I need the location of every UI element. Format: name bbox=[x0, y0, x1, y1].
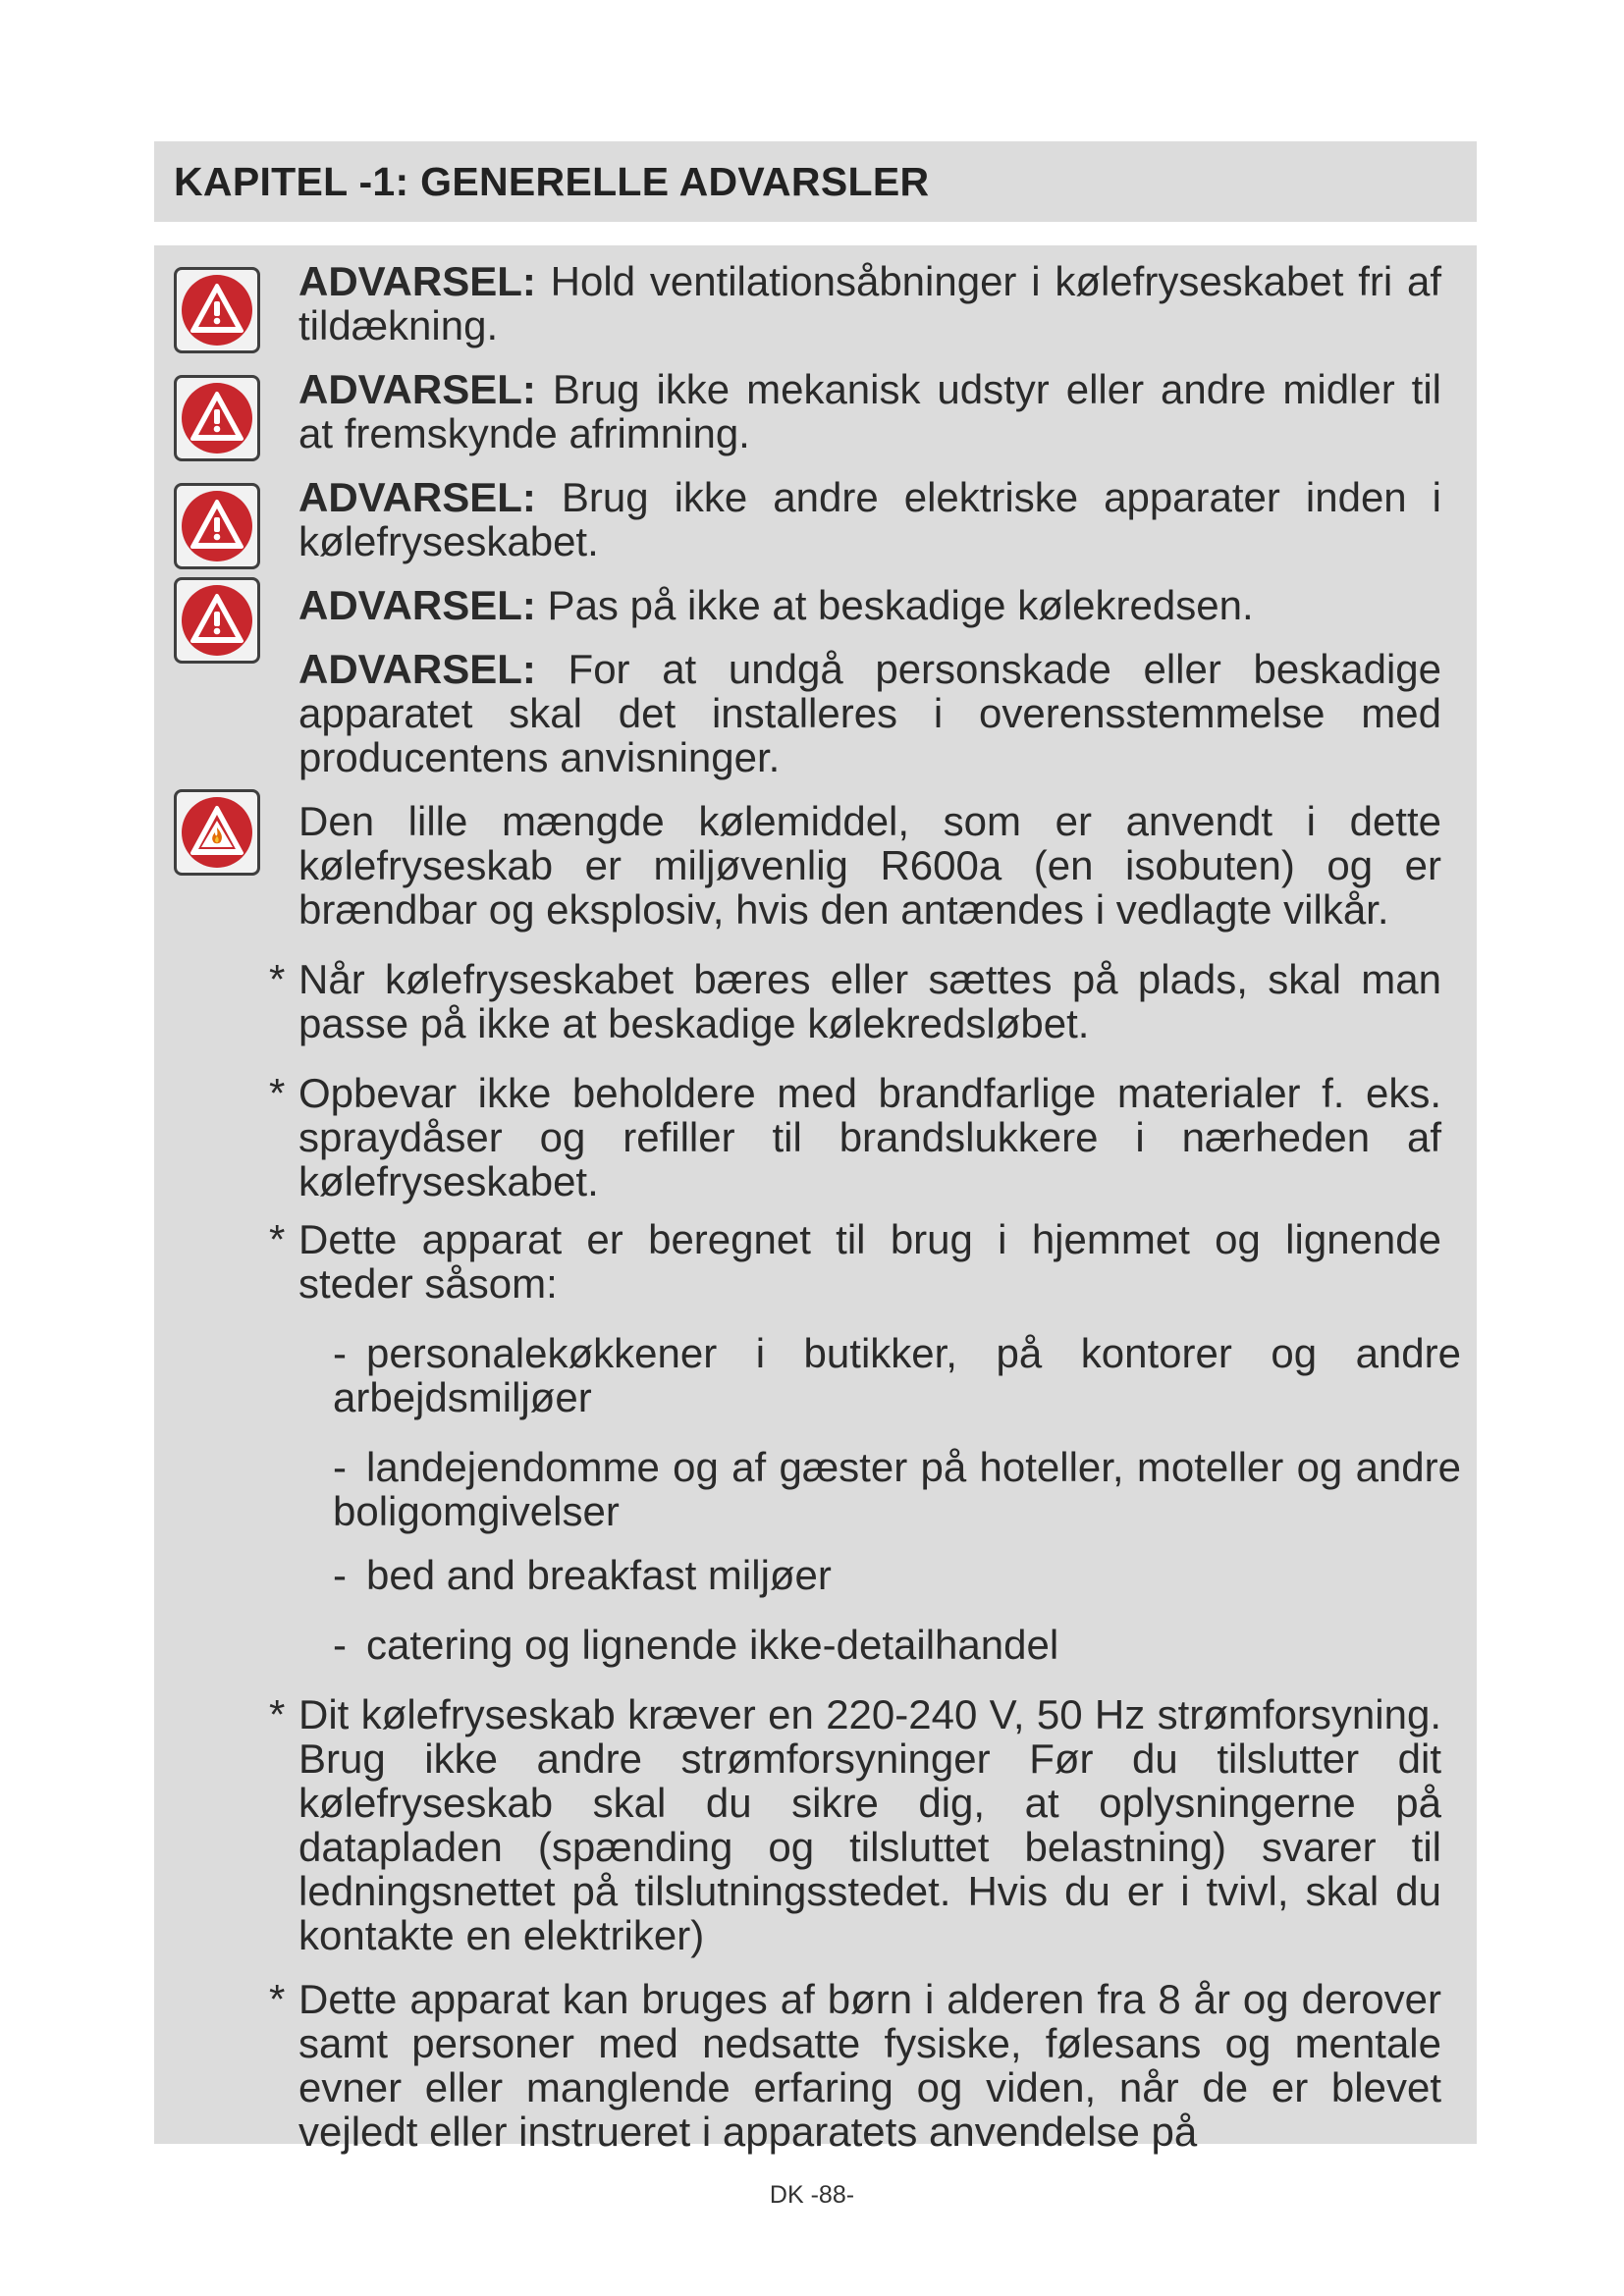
subitem-3 bbox=[333, 1553, 1461, 1597]
subitem-text: catering og lignende ikke-detailhandel bbox=[366, 1622, 1059, 1668]
page-number: DK -88- bbox=[769, 2181, 855, 2209]
bullet-2 bbox=[269, 1070, 1441, 1204]
subitem-marker: - bbox=[333, 1622, 347, 1668]
bullet-text: Opbevar ikke beholdere med brandfarlige materialer f. eks. spraydåser og refiller til brandslukkere i nærheden af kølefryseskabet. bbox=[298, 1070, 1441, 1204]
subitem-4 bbox=[333, 1623, 1461, 1667]
warnings-panel bbox=[154, 245, 1477, 2155]
warning-triangle-icon bbox=[174, 483, 260, 569]
subitem-2 bbox=[333, 1445, 1461, 1533]
bullet-text: Dette apparat er beregnet til brug i hjemmet og lignende steder såsom: bbox=[298, 1216, 1441, 1307]
subitem-marker: - bbox=[333, 1444, 347, 1490]
flammable-text: Den lille mængde kølemiddel, som er anvendt i dette kølefryseskab er miljøvenlig R600a (en isobuten) og er brændbar og eksplosiv, hvis den antændes i vedlagte vilkår. bbox=[298, 798, 1441, 933]
warning-triangle-icon bbox=[174, 267, 260, 353]
warning-5 bbox=[298, 647, 1441, 779]
warning-4 bbox=[298, 583, 1441, 627]
warning-label: ADVARSEL: bbox=[298, 646, 536, 692]
flammable-notice bbox=[298, 799, 1441, 932]
bullet-marker: * bbox=[269, 1070, 286, 1116]
warning-1 bbox=[298, 259, 1441, 347]
bullet-5 bbox=[269, 1976, 1441, 2155]
subitem-marker: - bbox=[333, 1330, 347, 1376]
warning-triangle-icon bbox=[174, 375, 260, 461]
subitem-text: personalekøkkener i butikker, på kontorer og andre arbejdsmiljøer bbox=[333, 1330, 1461, 1420]
warning-text: For at undgå personskade eller beskadige apparatet skal det installeres i overensstemmelse med producentens anvisninger. bbox=[298, 646, 1441, 780]
warning-text: Brug ikke mekanisk udstyr eller andre midler til at fremskynde afrimning. bbox=[298, 366, 1441, 456]
bullet-1 bbox=[269, 956, 1441, 1046]
bullet-marker: * bbox=[269, 1216, 286, 1262]
flammable-triangle-icon bbox=[174, 789, 260, 876]
warning-text: Hold ventilationsåbninger i kølefryseskabet fri af tildækning. bbox=[298, 258, 1441, 348]
warning-label: ADVARSEL: bbox=[298, 582, 536, 628]
chapter-header bbox=[154, 141, 1477, 222]
subitem-text: bed and breakfast miljøer bbox=[366, 1552, 832, 1598]
chapter-title: KAPITEL -1: GENERELLE ADVARSLER bbox=[174, 158, 930, 204]
bullet-3 bbox=[269, 1216, 1441, 1307]
warning-2 bbox=[298, 367, 1441, 455]
warning-triangle-icon bbox=[174, 577, 260, 664]
bullet-marker: * bbox=[269, 1976, 286, 2022]
warning-text: Brug ikke andre elektriske apparater inden i kølefryseskabet. bbox=[298, 474, 1441, 564]
bullet-text: Når kølefryseskabet bæres eller sættes på plads, skal man passe på ikke at beskadige kølekredsløbet. bbox=[298, 956, 1441, 1046]
warning-label: ADVARSEL: bbox=[298, 366, 536, 412]
subitem-text: landejendomme og af gæster på hoteller, moteller og andre boligomgivelser bbox=[333, 1444, 1461, 1534]
warning-label: ADVARSEL: bbox=[298, 474, 536, 520]
bullet-marker: * bbox=[269, 1691, 286, 1737]
bullet-marker: * bbox=[269, 956, 286, 1002]
warning-3 bbox=[298, 475, 1441, 563]
warning-label: ADVARSEL: bbox=[298, 258, 536, 304]
bullet-text: Dit kølefryseskab kræver en 220-240 V, 50 Hz strømforsyning. Brug ikke andre strømforsyninger Før du tilslutter dit kølefryseskab skal du sikre dig, at oplysningerne på datapladen (spænding og tilsluttet belastning) svarer til ledningsnettet på tilslutningsstedet. Hvis du er i tvivl, skal du kontakte en elektriker) bbox=[298, 1691, 1441, 1958]
bullet-text: Dette apparat kan bruges af børn i alderen fra 8 år og derover samt personer med nedsatte fysiske, følesans og mentale evner eller manglende erfaring og viden, når de er blevet vejledt eller instrueret i apparatets anvendelse på bbox=[298, 1976, 1441, 2155]
bullet-4 bbox=[269, 1691, 1441, 1958]
warning-text: Pas på ikke at beskadige kølekredsen. bbox=[535, 582, 1254, 628]
subitem-1 bbox=[333, 1331, 1461, 1419]
subitem-marker: - bbox=[333, 1552, 347, 1598]
